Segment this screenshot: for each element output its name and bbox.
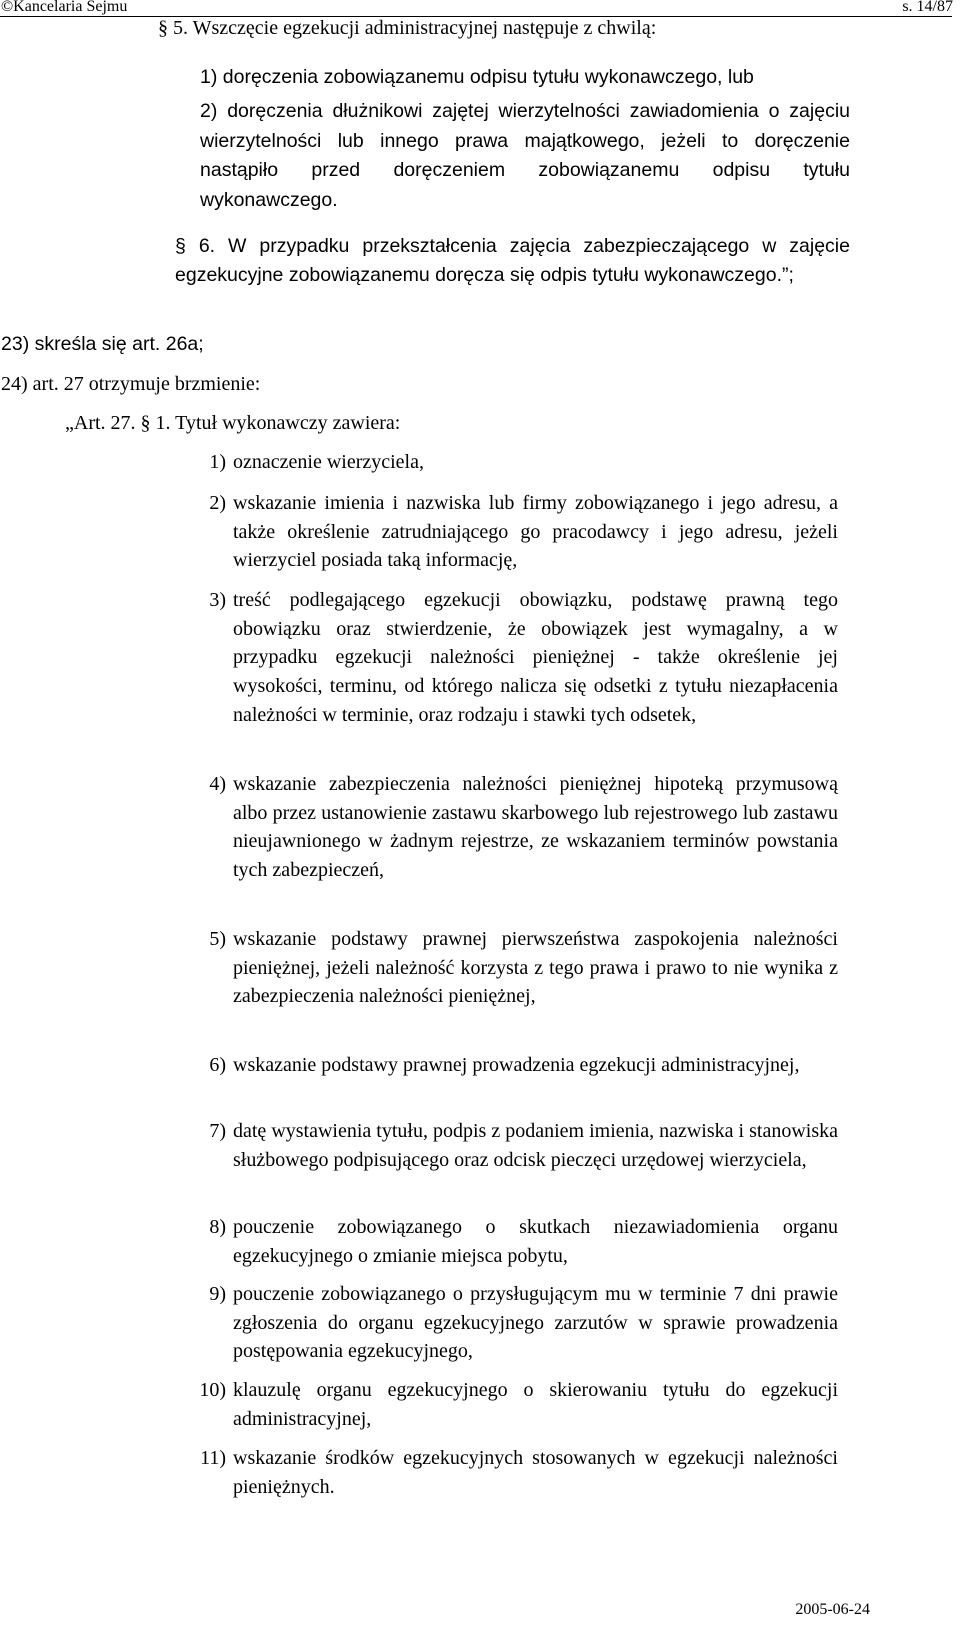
- paragraph-5-item-2-text: 2) doręczenia dłużnikowi zajętej wierzytelności zawiadomienia o zajęciu wierzytelności lub innego prawa majątkowego, jeżeli to doręczenie nastąpiło przed doręczeniem zobowiązanemu odpisu tytułu wykonawczego.: [200, 100, 850, 211]
- list-item: wskazanie zabezpieczenia należności pieniężnej hipoteką przymusową albo przez ustanowienie zastawu skarbowego lub rejestrowego lub zastawu nieujawnionego w żadnym rejestrze, ze wskazaniem terminów powstania tych zabezpieczeń,: [233, 773, 838, 882]
- item-number: 7): [209, 1120, 226, 1142]
- item-number: 3): [209, 589, 226, 611]
- item-number: 8): [209, 1216, 226, 1238]
- item-number: 1): [209, 451, 226, 473]
- list-item: wskazanie podstawy prawnej prowadzenia egzekucji administracyjnej,: [233, 1054, 800, 1076]
- point-23: 23) skreśla się art. 26a;: [1, 333, 204, 355]
- item-number: 11): [200, 1447, 226, 1469]
- item-number: 4): [209, 773, 226, 795]
- header-page-number: s. 14/87: [902, 0, 953, 15]
- item-number: 9): [209, 1283, 226, 1305]
- item-number: 5): [209, 928, 226, 950]
- header-source: ©Kancelaria Sejmu: [1, 0, 128, 15]
- item-number: 2): [209, 492, 226, 514]
- list-item: datę wystawienia tytułu, podpis z podaniem imienia, nazwiska i stanowiska służbowego podpisującego oraz odcisk pieczęci urzędowej wierzyciela,: [233, 1120, 838, 1171]
- list-item: wskazanie środków egzekucyjnych stosowanych w egzekucji należności pieniężnych.: [233, 1447, 838, 1498]
- list-item: wskazanie imienia i nazwiska lub firmy zobowiązanego i jego adresu, a także określenie zatrudniającego go pracodawcy i jego adresu, jeżeli wierzyciel posiada taką informację,: [233, 492, 838, 572]
- list-item: pouczenie zobowiązanego o skutkach niezawiadomienia organu egzekucyjnego o zmianie miejsca pobytu,: [233, 1216, 838, 1267]
- paragraph-6-text: § 6. W przypadku przekształcenia zajęcia zabezpieczającego w zajęcie egzekucyjne zobowiązanemu doręcza się odpis tytułu wykonawczego.”;: [175, 235, 850, 286]
- list-item: wskazanie podstawy prawnej pierwszeństwa zaspokojenia należności pieniężnej, jeżeli należność korzysta z tego prawa i prawo to nie wynika z zabezpieczenia należności pieniężnej,: [233, 928, 838, 1008]
- item-number: 6): [209, 1054, 226, 1076]
- list-item: oznaczenie wierzyciela,: [233, 451, 424, 473]
- list-item: klauzulę organu egzekucyjnego o skierowaniu tytułu do egzekucji administracyjnej,: [233, 1379, 838, 1430]
- list-item: pouczenie zobowiązanego o przysługującym mu w terminie 7 dni prawie zgłoszenia do organu egzekucyjnego zarzutów w sprawie prowadzenia postępowania egzekucyjnego,: [233, 1283, 838, 1363]
- paragraph-5-item-1: 1) doręczenia zobowiązanemu odpisu tytułu wykonawczego, lub: [200, 66, 754, 88]
- footer-date: 2005-06-24: [795, 1601, 870, 1618]
- paragraph-5-intro: § 5. Wszczęcie egzekucji administracyjnej następuje z chwilą:: [158, 17, 657, 39]
- item-number: 10): [199, 1379, 226, 1401]
- list-item: treść podlegającego egzekucji obowiązku, podstawę prawną tego obowiązku oraz stwierdzenie, że obowiązek jest wymagalny, a w przypadku egzekucji należności pieniężnej - także określenie jej wysokości, terminu, od którego nalicza się odsetki z tytułu niezapłacenia należności w terminie, oraz rodzaju i stawki tych odsetek,: [233, 589, 838, 726]
- paragraph-5-item-2: [200, 97, 850, 215]
- paragraph-6: [175, 232, 850, 290]
- point-24: 24) art. 27 otrzymuje brzmienie:: [1, 373, 261, 395]
- article-27-intro: „Art. 27. § 1. Tytuł wykonawczy zawiera:: [65, 412, 401, 434]
